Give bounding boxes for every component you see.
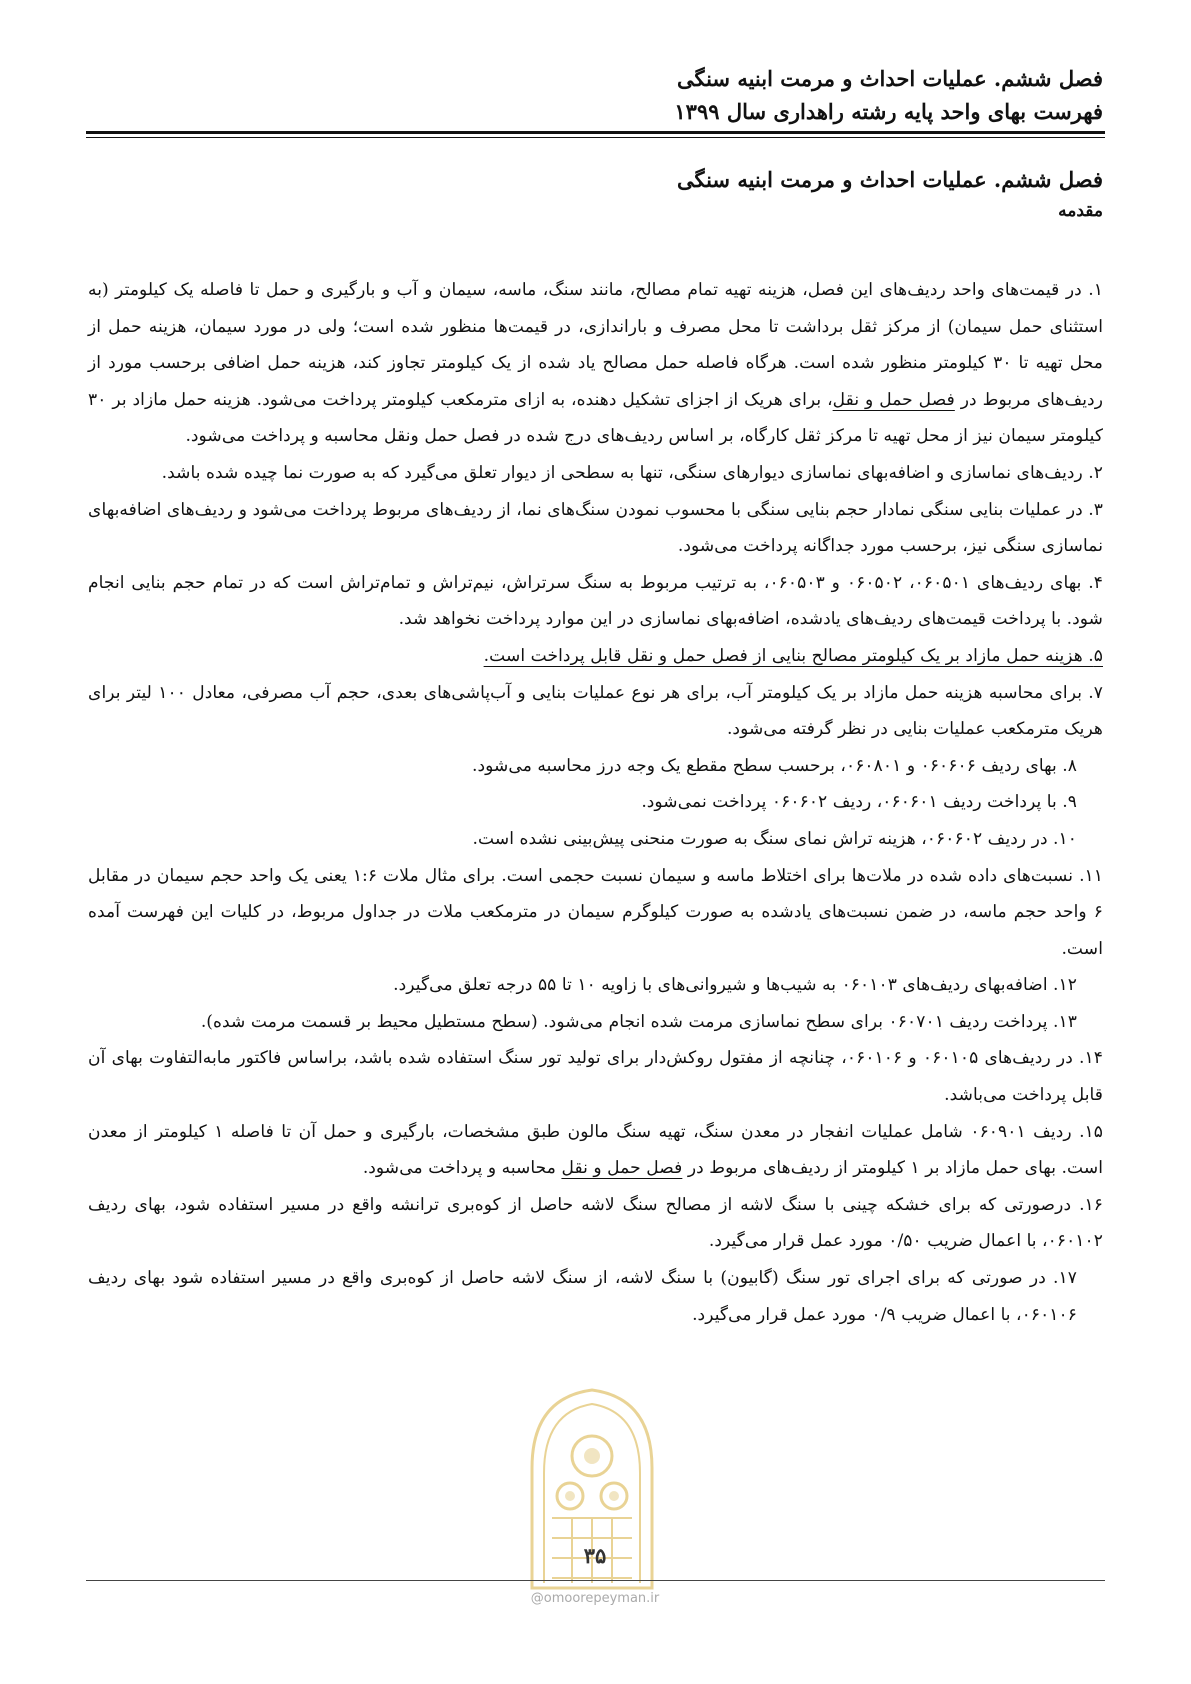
- running-header-line-1: فصل ششم. عملیات احداث و مرمت ابنیه سنگی: [676, 66, 1103, 91]
- paragraph-15-underlined-reference: فصل حمل و نقل: [561, 1158, 683, 1179]
- document-body: [88, 272, 1103, 1333]
- paragraph-16: ۱۶. درصورتی که برای خشکه چینی با سنگ لاشه از مصالح سنگ لاشه حاصل از کوه‌بری ترانشه واقع در مسیر استفاده شود، بهای ردیف ۰۶۰۱۰۲، با اعمال ضریب ۰/۵۰ مورد عمل قرار می‌گیرد.: [88, 1194, 1103, 1252]
- header-rule-thin: [86, 137, 1105, 138]
- paragraph-9: ۹. با پرداخت ردیف ۰۶۰۶۰۱، ردیف ۰۶۰۶۰۲ پرداخت نمی‌شود.: [641, 792, 1077, 813]
- running-header: [88, 62, 1103, 128]
- page-number: ۳۵: [583, 1543, 607, 1568]
- chapter-subtitle: مقدمه: [1058, 201, 1103, 221]
- paragraph-2: ۲. ردیف‌های نماسازی و اضافه‌بهای نماسازی دیوارهای سنگی، تنها به سطحی از دیوار تعلق می‌گیرد که به صورت نما چیده شده باشد.: [161, 462, 1103, 483]
- chapter-heading: [88, 164, 1103, 226]
- paragraph-7: ۷. برای محاسبه هزینه حمل مازاد بر یک کیلومتر آب، برای هر نوع عملیات بنایی و آب‌پاشی‌های بعدی، حجم آب مصرفی، معادل ۱۰۰ لیتر برای هریک مترمکعب عملیات بنایی در نظر گرفته می‌شود.: [88, 682, 1103, 740]
- paragraph-10: ۱۰. در ردیف ۰۶۰۶۰۲، هزینه تراش نمای سنگ به صورت منحنی پیش‌بینی نشده است.: [472, 828, 1077, 849]
- paragraph-5: [88, 638, 1103, 675]
- paragraph-1: [88, 272, 1103, 455]
- paragraph-1-underlined-reference: فصل حمل و نقل: [832, 389, 955, 410]
- paragraph-13: ۱۳. پرداخت ردیف ۰۶۰۷۰۱ برای سطح نماسازی مرمت شده انجام می‌شود. (سطح مستطیل محیط بر قسمت مرمت شده).: [200, 1011, 1077, 1032]
- paragraph-8: ۸. بهای ردیف ۰۶۰۶۰۶ و ۰۶۰۸۰۱، برحسب سطح مقطع یک وجه درز محاسبه می‌شود.: [472, 755, 1077, 776]
- paragraph-4: ۴. بهای ردیف‌های ۰۶۰۵۰۱، ۰۶۰۵۰۲ و ۰۶۰۵۰۳، به ترتیب مربوط به سنگ سرتراش، نیم‌تراش و تمام‌تراش است که در تمام حجم بنایی انجام شود. با پرداخت قیمت‌های ردیف‌های یادشده، اضافه‌بهای نماسازی در این موارد پرداخت نخواهد شد.: [88, 572, 1103, 630]
- running-header-line-2: فهرست بهای واحد پایه رشته راهداری سال ۱۳۹۹: [674, 99, 1103, 124]
- paragraph-11: ۱۱. نسبت‌های داده شده در ملات‌ها برای اختلاط ماسه و سیمان نسبت حجمی است. برای مثال ملات ۱:۶ یعنی یک واحد حجم سیمان در مقابل ۶ واحد حجم ماسه، در ضمن نسبت‌های یادشده به صورت کیلوگرم سیمان در مترمکعب ملات در جداول مربوط، در کلیات این فهرست آمده است.: [88, 865, 1103, 959]
- paragraph-15-continuation: محاسبه و پرداخت می‌شود.: [362, 1158, 562, 1179]
- paragraph-5-text: ۵. هزینه حمل مازاد بر یک کیلومتر مصالح بنایی از فصل حمل و نقل قابل پرداخت است.: [483, 645, 1103, 666]
- website-watermark: @omoorepeyman.ir: [530, 1591, 660, 1606]
- paragraph-17: ۱۷. در صورتی که برای اجرای تور سنگ (گابیون) با سنگ لاشه، از سنگ لاشه حاصل از کوه‌بری واقع در مسیر استفاده شود بهای ردیف ۰۶۰۱۰۶، با اعمال ضریب ۰/۹ مورد عمل قرار می‌گیرد.: [88, 1268, 1077, 1325]
- footer-rule: [86, 1580, 1105, 1581]
- paragraph-1-continuation: ، برای هریک از اجزای تشکیل دهنده، به ازای مترمکعب کیلومتر پرداخت می‌شود. هزینه حمل مازاد بر ۳۰ کیلومتر سیمان نیز از محل تهیه تا مرکز ثقل کارگاه، بر اساس ردیف‌های درج شده در فصل حمل ونقل محاسبه و پرداخت می‌شود.: [88, 389, 1103, 447]
- paragraph-1-text: ۱. در قیمت‌های واحد ردیف‌های این فصل، هزینه تهیه تمام مصالح، مانند سنگ، ماسه، سیمان و آب و بارگیری و حمل تا فاصله یک کیلومتر (به استثنای حمل سیمان) از مرکز ثقل برداشت تا محل مصرف و باراندازی، در قیمت‌ها منظور شده است؛ ولی در مورد سیمان، هزینه حمل از محل تهیه تا ۳۰ کیلومتر منظور شده است. هرگاه فاصله حمل مصالح یاد شده از یک کیلومتر تجاوز کند، هزینه حمل اضافی برحسب مورد از ردیف‌های مربوط در: [88, 280, 1104, 410]
- paragraph-12: ۱۲. اضافه‌بهای ردیف‌های ۰۶۰۱۰۳ به شیب‌ها و شیروانی‌های با زاویه ۱۰ تا ۵۵ درجه تعلق می‌گیرد.: [393, 975, 1077, 996]
- header-rule-thick: [86, 131, 1105, 134]
- paragraph-15-text: ۱۵. ردیف ۰۶۰۹۰۱ شامل عملیات انفجار در معدن سنگ، تهیه سنگ مالون طبق مشخصات، بارگیری و حمل آن تا فاصله ۱ کیلومتر از معدن است. بهای حمل مازاد بر ۱ کیلومتر از ردیف‌های مربوط در: [88, 1121, 1103, 1179]
- chapter-title: فصل ششم. عملیات احداث و مرمت ابنیه سنگی: [676, 167, 1103, 192]
- paragraph-15: [88, 1114, 1103, 1187]
- paragraph-3: ۳. در عملیات بنایی سنگی نمادار حجم بنایی سنگی با محسوب نمودن سنگ‌های نما، از ردیف‌های مربوط پرداخت می‌شود و ردیف‌های اضافه‌بهای نماسازی سنگی نیز، برحسب مورد جداگانه پرداخت می‌شود.: [88, 499, 1103, 557]
- paragraph-14: ۱۴. در ردیف‌های ۰۶۰۱۰۵ و ۰۶۰۱۰۶، چنانچه از مفتول روکش‌دار برای تولید تور سنگ استفاده شده باشد، براساس فاکتور مابه‌التفاوت بهای آن قابل پرداخت می‌باشد.: [88, 1048, 1103, 1106]
